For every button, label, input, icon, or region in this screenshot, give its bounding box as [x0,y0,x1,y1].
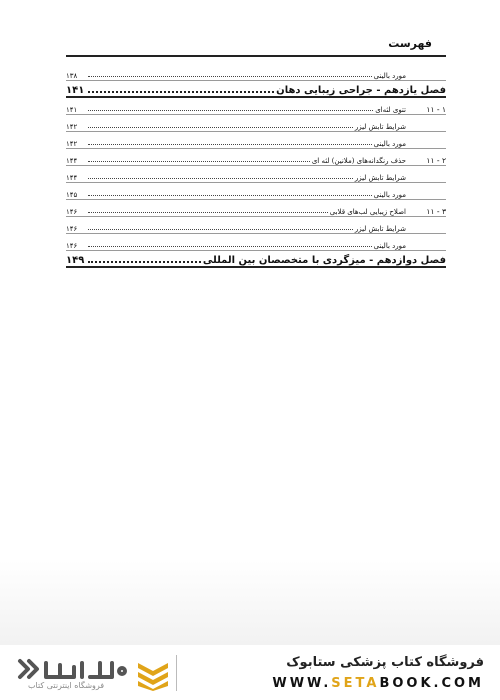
toc-entry-row[interactable] [66,234,446,250]
store-banner [0,645,500,700]
url-suffix: BOOK.COM [379,676,484,691]
toc-leader-dots [88,195,372,196]
toc-leader-dots [88,110,373,111]
toc-page-number: ۱۴۶ [66,242,78,250]
book-chevron-icon [138,655,168,691]
toc-leader-dots [88,261,201,263]
toc-page-number: ۱۴۶ [66,208,78,216]
toc-entry-row[interactable] [66,149,446,165]
toc-leader-dots [88,229,353,230]
toc-entry-row[interactable] [66,64,446,80]
toc-page-number: ۱۴۵ [66,191,78,199]
toc-leader-dots [88,91,274,93]
toc-title: شرایط تابش لیزر [354,123,406,131]
toc-page-number: ۱۴۲ [66,123,78,131]
header-rule [66,55,446,57]
toc-chapter-row[interactable] [66,255,446,266]
toc-section-number: ۲ - ۱۱ [426,156,446,165]
toc-entry-row[interactable] [66,200,446,216]
toc-page-number: ۱۴۶ [66,225,78,233]
url-prefix: WWW. [272,676,332,691]
toc-entry-row[interactable] [66,115,446,131]
toc-title: شرایط تابش لیزر [354,174,406,182]
toc-section-number: ۳ - ۱۱ [426,207,446,216]
url-accent: SETA [331,676,380,691]
toc-title: مورد بالینی [373,191,406,199]
toc-title: تتوی لثه‌ای [375,106,406,114]
toc-page-number: ۱۴۴ [66,157,78,165]
store-name: فروشگاه کتاب پزشکی ستابوک [286,655,484,670]
page-bottom-shadow [0,560,500,645]
toc-entry-row[interactable] [66,166,446,182]
toc-title: فصل یازدهم - جراحی زیبایی دهان [276,85,446,96]
toc-leader-dots [88,144,372,145]
toc-title: مورد بالینی [373,72,406,80]
toc-title: اصلاح زیبایی لب‌های قلابی [329,208,406,216]
toc-row-divider [66,266,446,268]
page-title: فهرست [388,37,432,50]
toc-entry-row[interactable] [66,183,446,199]
toc-page-number: ۱۳۸ [66,72,78,80]
toc-title: مورد بالینی [373,140,406,148]
toc-title: شرایط تابش لیزر [354,225,406,233]
store-url[interactable] [272,676,484,691]
table-of-contents [66,64,446,268]
toc-section-number: ۱ - ۱۱ [426,105,446,114]
toc-leader-dots [88,127,353,128]
toc-chapter-row[interactable] [66,85,446,96]
toc-page-number: ۱۴۴ [66,174,78,182]
logo-subtitle: فروشگاه اینترنتی کتاب [28,681,105,690]
toc-leader-dots [88,76,372,77]
toc-title: مورد بالینی [373,242,406,250]
toc-entry-row[interactable] [66,217,446,233]
toc-page-number: ۱۴۱ [66,85,85,96]
logo-separator [176,655,177,691]
toc-entry-row[interactable] [66,98,446,114]
toc-page-number: ۱۴۱ [66,106,78,114]
toc-entry-row[interactable] [66,132,446,148]
toc-title: فصل دوازدهم - میزگردی با متخصصان بین المللی [202,255,446,266]
toc-page-number: ۱۴۹ [66,255,85,266]
toc-leader-dots [88,161,310,162]
toc-leader-dots [88,212,328,213]
toc-title: حذف رنگدانه‌های (ملانین) لثه ای [311,157,406,165]
toc-leader-dots [88,178,353,179]
toc-page-number: ۱۴۲ [66,140,78,148]
toc-leader-dots [88,246,372,247]
